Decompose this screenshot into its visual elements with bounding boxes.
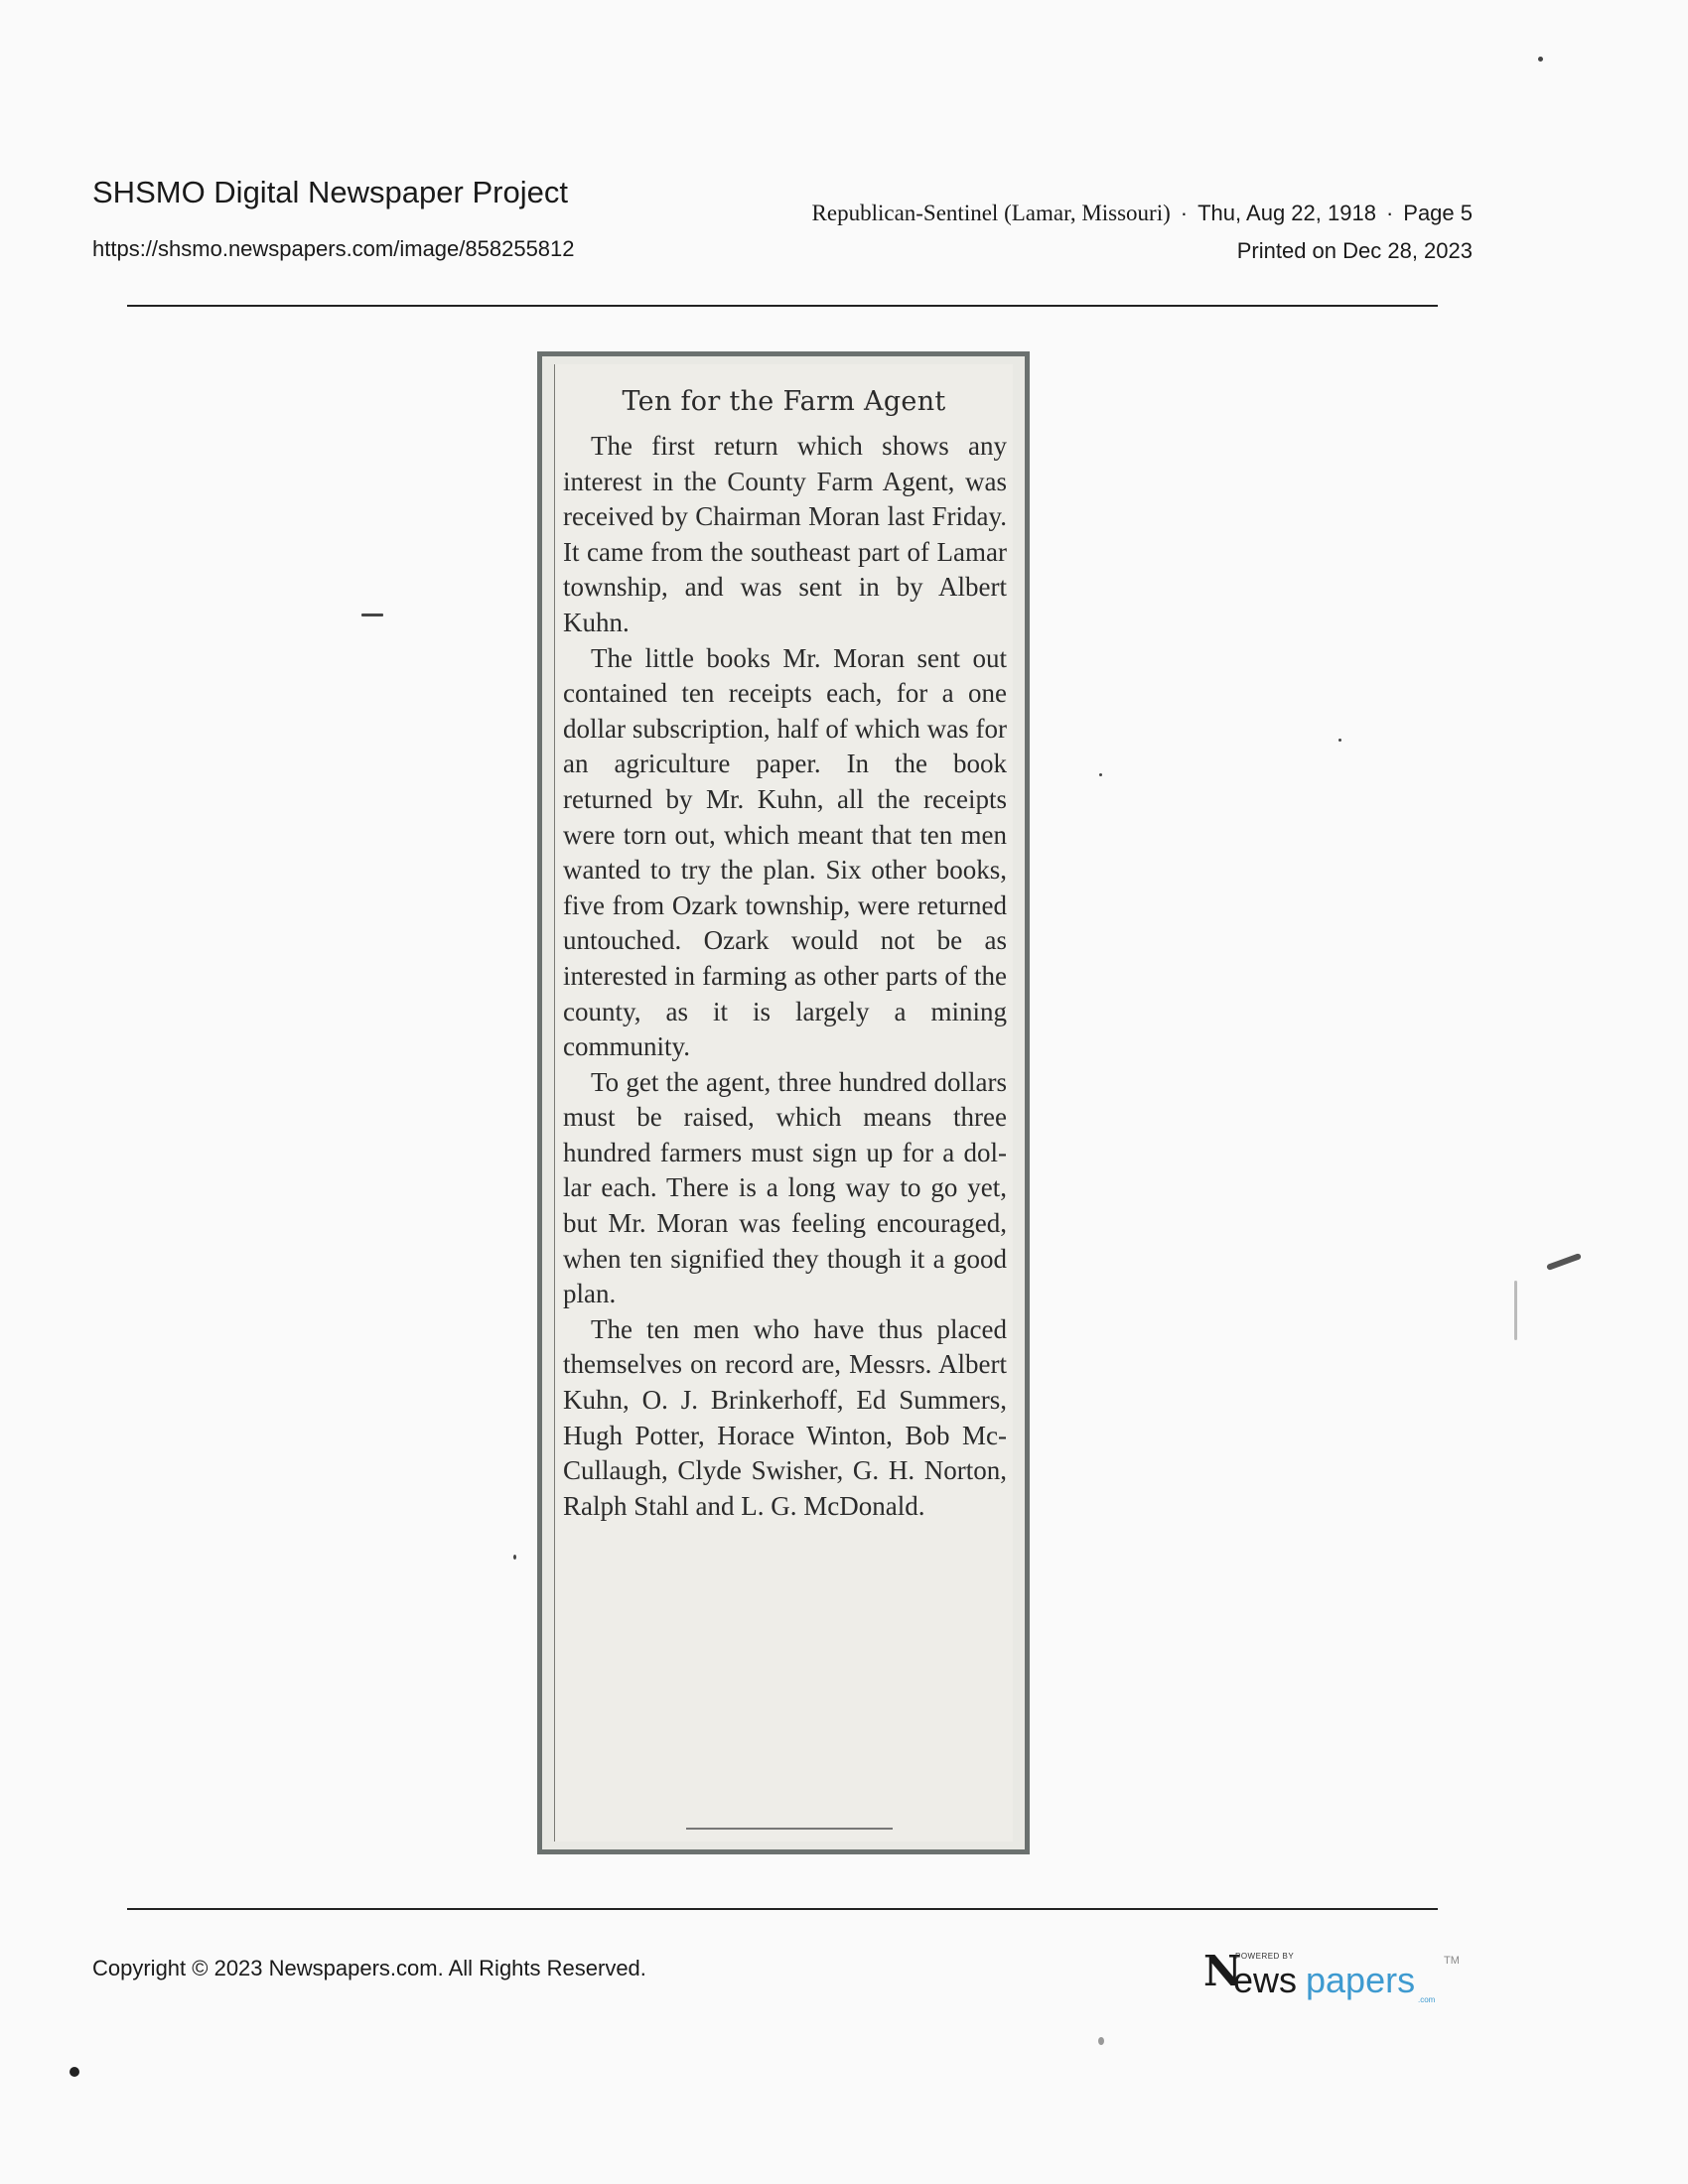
logo-ews: ews	[1233, 1960, 1298, 2000]
scan-speck	[513, 1555, 516, 1560]
scan-speck	[361, 614, 383, 616]
site-title: SHSMO Digital Newspaper Project	[92, 175, 568, 209]
article-body	[555, 429, 1013, 1524]
clipping-column	[554, 364, 1013, 1842]
scan-speck	[70, 2067, 79, 2077]
copyright-notice: Copyright © 2023 Newspapers.com. All Rights Reserved.	[92, 1956, 646, 1980]
article-headline: Ten for the Farm Agent	[622, 386, 946, 417]
scan-speck	[1338, 739, 1341, 742]
article-end-rule	[686, 1828, 893, 1830]
separator: ·	[1180, 201, 1189, 225]
article-paragraph: The first return which shows any interest in the County Farm Agent, was received by Chairman Moran last Friday. It came from the southeast part of Lamar township, and was sent in by Albert Kuhn.	[563, 431, 1007, 637]
publication-date: Thu, Aug 22, 1918	[1197, 201, 1376, 225]
scan-speck	[1098, 2037, 1104, 2045]
page-number: Page 5	[1403, 201, 1473, 225]
newspaper-name: Republican-Sentinel (Lamar, Missouri)	[811, 201, 1171, 225]
scan-speck	[1099, 773, 1102, 776]
article-paragraph: To get the agent, three hundred dollars must be raised, which means three hundred farmers must sign up for a dollar each. There is a long way to go yet, but Mr. Moran was feeling encouraged, when ten signified they though it a good plan.	[563, 1066, 1007, 1309]
logo-powered-by: POWERED BY	[1235, 1952, 1295, 1961]
logo-dotcom: .com	[1418, 1995, 1436, 2004]
article-paragraph: The little books Mr. Moran sent out contained ten receipts each, for a one dollar subscription, half of which was for an agriculture paper. In the book returned by Mr. Kuhn, all the receipts were torn out, which meant that ten men wanted to try the plan. Six other books, five from Ozark township, were returned untouched. Ozark would not be as interested in farming as other parts of the county, as it is largely a mining community.	[563, 642, 1007, 1062]
citation	[812, 201, 1473, 226]
logo-n: N	[1203, 1947, 1242, 1995]
newspapers-logo	[1203, 1949, 1472, 2008]
footer-divider	[127, 1908, 1438, 1910]
separator: ·	[1385, 201, 1394, 225]
source-url[interactable]: https://shsmo.newspapers.com/image/858255812	[92, 236, 575, 261]
scan-speck	[1514, 1281, 1517, 1340]
header-divider	[127, 305, 1438, 307]
logo-papers: papers	[1306, 1960, 1416, 2000]
printed-date: Printed on Dec 28, 2023	[1236, 238, 1473, 263]
scan-speck	[1546, 1253, 1582, 1271]
newspaper-clipping	[537, 351, 1030, 1854]
scan-speck	[1538, 57, 1543, 62]
logo-trademark: TM	[1444, 1955, 1460, 1967]
article-paragraph: The ten men who have thus placed themselves on record are, Messrs. Albert Kuhn, O. J. Brinkerhoff, Ed Summers, Hugh Potter, Horace Winton, Bob McCullaugh, Clyde Swisher, G. H. Norton, Ralph Stahl and L. G. McDonald.	[563, 1313, 1007, 1521]
